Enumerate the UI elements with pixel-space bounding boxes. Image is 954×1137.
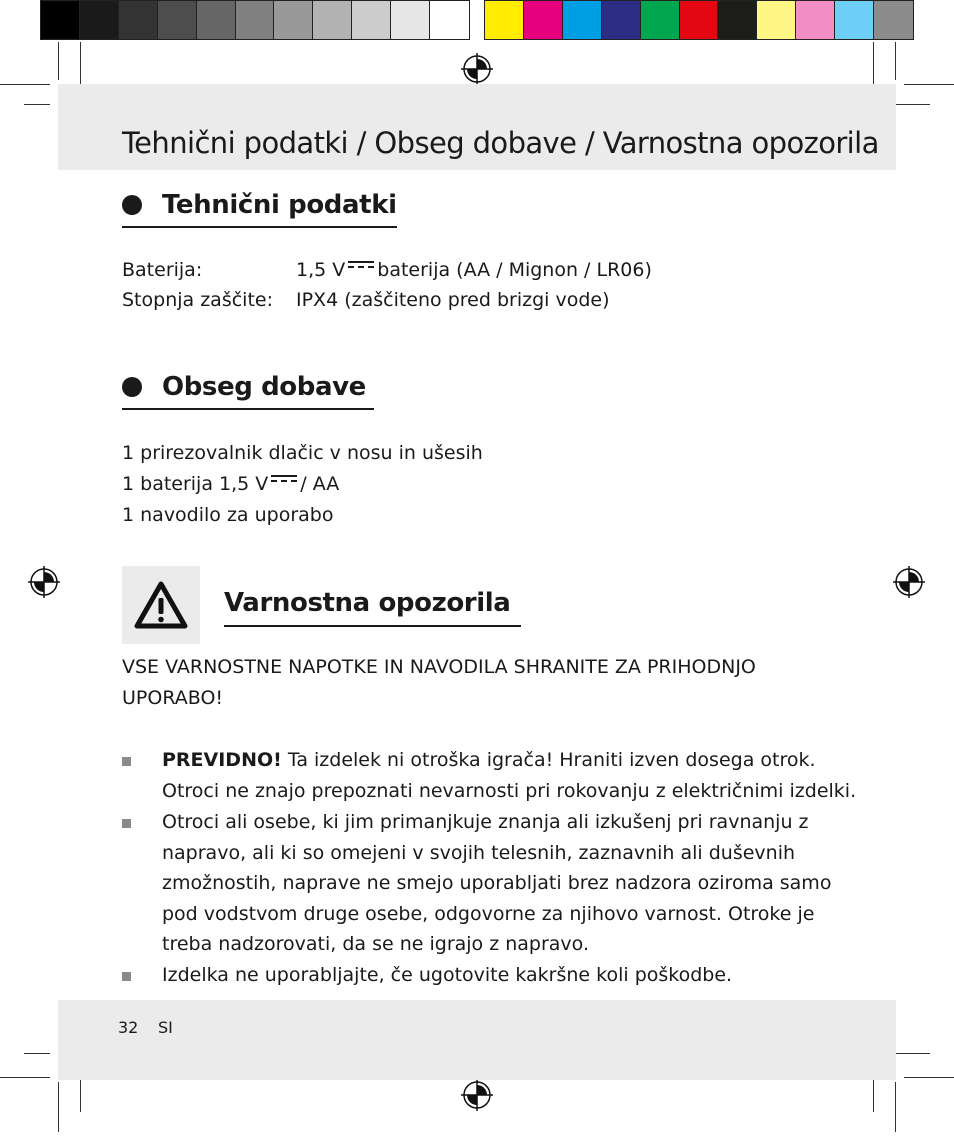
color-swatch xyxy=(197,1,236,39)
grayscale-calibration-bar xyxy=(40,0,470,40)
battery-type: baterija (AA / Mignon / LR06) xyxy=(377,259,652,281)
registration-mark-icon xyxy=(28,566,60,598)
color-swatch xyxy=(41,1,80,39)
color-swatch xyxy=(641,1,680,39)
page-language: SI xyxy=(158,1018,173,1037)
square-bullet-icon xyxy=(122,972,131,981)
warning-box xyxy=(122,566,200,644)
color-swatch xyxy=(796,1,835,39)
color-swatch xyxy=(718,1,757,39)
section-underline xyxy=(122,226,397,228)
color-swatch xyxy=(835,1,874,39)
safety-text-line: zmožnostih, naprave ne smejo uporabljati brez nadzora oziroma samo xyxy=(162,872,832,894)
section-safety-title: Varnostna opozorila xyxy=(224,588,511,618)
safety-text-line: Otroci ali osebe, ki jim primanjkuje znanja ali izkušenj pri ravnanju z xyxy=(162,811,809,833)
scope-battery-prefix: 1 baterija 1,5 V xyxy=(122,473,269,495)
safety-text-line: Otroci ne znajo prepoznati nevarnosti pri rokovanju z električnimi izdelki. xyxy=(162,780,857,802)
color-swatch xyxy=(874,1,913,39)
warning-triangle-icon xyxy=(122,566,200,644)
square-bullet-icon xyxy=(122,757,131,766)
color-swatch xyxy=(236,1,275,39)
bullet-dot-icon xyxy=(122,377,142,397)
safety-text-line: treba nadzorovati, da se ne igrajo z napravo. xyxy=(162,933,589,955)
color-swatch xyxy=(313,1,352,39)
safety-notice: UPORABO! xyxy=(122,687,224,709)
section-scope-heading xyxy=(122,372,366,402)
color-swatch xyxy=(602,1,641,39)
direct-current-symbol-icon xyxy=(348,260,374,272)
caution-label: PREVIDNO! xyxy=(162,749,282,771)
color-swatch xyxy=(274,1,313,39)
section-underline xyxy=(224,625,521,627)
square-bullet-icon xyxy=(122,819,131,828)
color-swatch xyxy=(119,1,158,39)
registration-mark-icon xyxy=(461,1079,493,1111)
scope-item: 1 prirezovalnik dlačic v nosu in ušesih xyxy=(122,442,483,464)
safety-notice: VSE VARNOSTNE NAPOTKE IN NAVODILA SHRANITE ZA PRIHODNJO xyxy=(122,656,756,678)
scope-item xyxy=(122,469,339,500)
safety-text-line: pod vodstvom druge osebe, odgovorne za njihovo varnost. Otroke je xyxy=(162,903,815,925)
protection-value: IPX4 (zaščiteno pred brizgi vode) xyxy=(296,289,610,311)
color-swatch xyxy=(680,1,719,39)
bullet-dot-icon xyxy=(122,195,142,215)
color-calibration-bar xyxy=(484,0,914,40)
registration-mark-icon xyxy=(461,53,493,85)
page-title: Tehnični podatki / Obseg dobave / Varnostna opozorila xyxy=(122,126,879,160)
section-underline xyxy=(122,408,374,410)
battery-value xyxy=(296,255,652,286)
color-swatch xyxy=(485,1,524,39)
protection-label: Stopnja zaščite: xyxy=(122,289,273,311)
battery-label: Baterija: xyxy=(122,259,203,281)
safety-text-line: Izdelka ne uporabljajte, če ugotovite kakršne koli poškodbe. xyxy=(162,964,733,986)
color-swatch xyxy=(430,1,469,39)
color-swatch xyxy=(158,1,197,39)
footer-band xyxy=(58,1000,896,1080)
color-swatch xyxy=(391,1,430,39)
color-swatch xyxy=(563,1,602,39)
registration-mark-icon xyxy=(893,566,925,598)
safety-text-line: napravo, ali ki so omejeni v svojih telesnih, zaznavnih ali duševnih xyxy=(162,842,796,864)
scope-battery-suffix: / AA xyxy=(300,473,340,495)
color-swatch xyxy=(352,1,391,39)
safety-item-text xyxy=(162,745,816,776)
section-title: Tehnični podatki xyxy=(162,190,397,220)
battery-voltage: 1,5 V xyxy=(296,259,346,281)
color-swatch xyxy=(524,1,563,39)
page-number: 32 xyxy=(118,1018,139,1037)
color-swatch xyxy=(757,1,796,39)
section-technical-heading xyxy=(122,190,397,220)
scope-item: 1 navodilo za uporabo xyxy=(122,504,334,526)
safety-text-line: Ta izdelek ni otroška igrača! Hraniti izven dosega otrok. xyxy=(287,749,816,771)
direct-current-symbol-icon xyxy=(271,474,297,486)
color-swatch xyxy=(80,1,119,39)
section-title: Obseg dobave xyxy=(162,372,366,402)
